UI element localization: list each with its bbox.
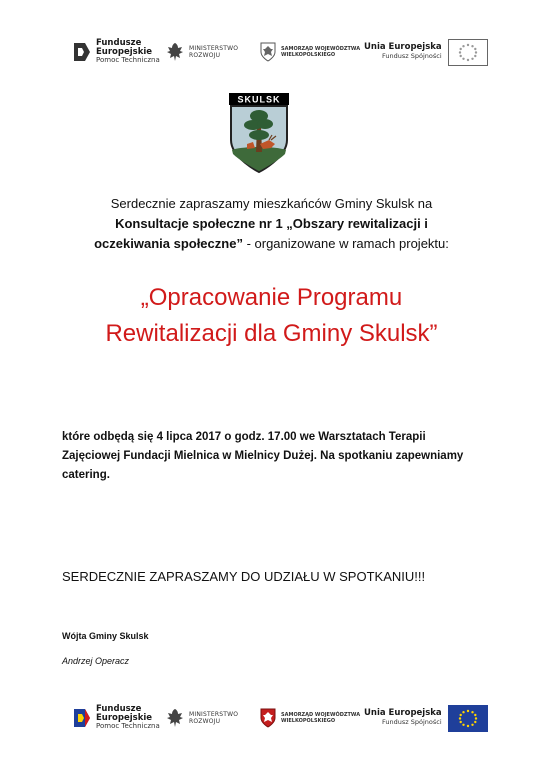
fundusze-line1: Fundusze: [96, 38, 142, 49]
samorzad-line2: WIELKOPOLSKIEGO: [281, 52, 336, 58]
samorzad-wojewodztwa-logo: [260, 32, 360, 72]
ue-line1: Unia Europejska: [364, 42, 442, 53]
intro-line3: [60, 234, 483, 254]
crest-label: SKULSK: [237, 94, 281, 105]
ministerstwo-line1: MINISTERSTWO: [189, 44, 239, 52]
intro-line2-bold: Konsultacje społeczne nr 1: [115, 216, 283, 231]
eagle-emblem-icon: [166, 707, 184, 729]
unia-europejska-logo: [364, 32, 488, 72]
wielkopolska-crest-icon: [260, 708, 276, 728]
intro-line1: Serdecznie zapraszamy mieszkańców Gminy Skulsk na: [110, 196, 433, 211]
details-line1: które odbędą się 4 lipca 2017 o godz. 17.00 we Warsztatach Terapii: [62, 431, 426, 443]
details-line3: catering.: [62, 469, 110, 481]
unia-europejska-logo-color: [364, 698, 488, 738]
samorzad-line2: WIELKOPOLSKIEGO: [281, 718, 336, 724]
skulsk-coat-of-arms: [227, 92, 291, 174]
intro-line3-rest: - organizowane w ramach projektu:: [242, 236, 449, 251]
eu-flag-icon: [448, 705, 488, 732]
project-title: [40, 280, 503, 352]
intro-line2-rest: „Obszary rewitalizacji i: [282, 216, 428, 231]
fundusze-star-icon: [72, 705, 92, 731]
project-title-line2: Rewitalizacji dla Gminy Skulsk”: [105, 320, 438, 347]
fundusze-line2: Europejskie: [96, 713, 153, 724]
event-details: [62, 428, 492, 485]
fundusze-line3: Pomoc Techniczna: [96, 56, 160, 65]
ministerstwo-rozwoju-logo-color: [166, 698, 238, 738]
top-logo-bar: [0, 32, 543, 72]
signature-title: Wójta Gminy Skulsk: [62, 631, 149, 641]
wielkopolska-crest-icon: [260, 42, 276, 62]
ministerstwo-line1: MINISTERSTWO: [189, 710, 239, 718]
fundusze-line3: Pomoc Techniczna: [96, 722, 160, 731]
fundusze-europejskie-logo: [72, 32, 160, 72]
ue-line1: Unia Europejska: [364, 708, 442, 719]
project-title-line1: „Opracowanie Programu: [140, 284, 403, 311]
samorzad-line1: SAMORZĄD WOJEWÓDZTWA: [281, 46, 361, 52]
fundusze-star-icon: [72, 39, 92, 65]
ministerstwo-line2: ROZWOJU: [189, 718, 221, 725]
samorzad-line1: SAMORZĄD WOJEWÓDZTWA: [281, 712, 361, 718]
ue-line2: Fundusz Spójności: [382, 718, 442, 727]
ministerstwo-rozwoju-logo: [166, 32, 238, 72]
details-line2: Zajęciowej Fundacji Mielnica w Mielnicy Dużej. Na spotkaniu zapewniamy: [62, 450, 464, 462]
intro-line2: [60, 214, 483, 234]
invitation-text: SERDECZNIE ZAPRASZAMY DO UDZIAŁU W SPOTKANIU!!!: [62, 569, 426, 584]
samorzad-wojewodztwa-logo-color: [260, 698, 360, 738]
ue-line2: Fundusz Spójności: [382, 52, 442, 61]
eu-flag-icon: [448, 39, 488, 66]
fundusze-line2: Europejskie: [96, 47, 153, 58]
eagle-emblem-icon: [166, 41, 184, 63]
intro-paragraph: [60, 194, 483, 254]
fundusze-line1: Fundusze: [96, 704, 142, 715]
bottom-logo-bar: [0, 698, 543, 738]
intro-line3-bold: oczekiwania społeczne”: [94, 236, 243, 251]
signature-name: Andrzej Operacz: [62, 656, 130, 666]
ministerstwo-line2: ROZWOJU: [189, 52, 221, 59]
fundusze-europejskie-logo-color: [72, 698, 160, 738]
